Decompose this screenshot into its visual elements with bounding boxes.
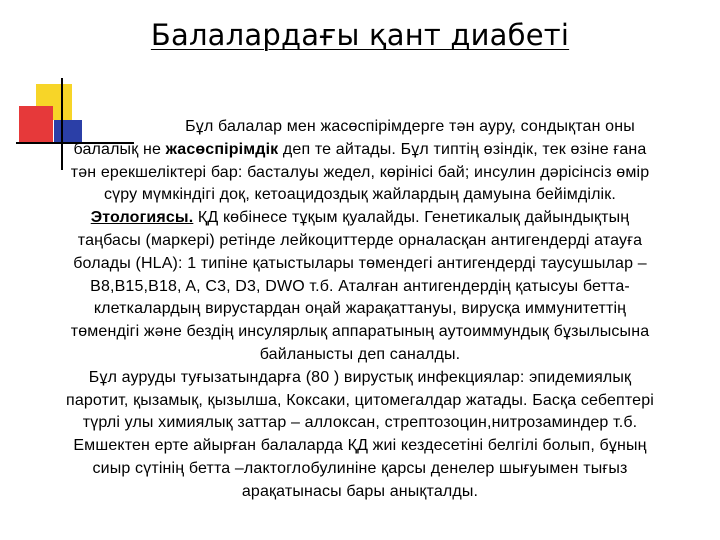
body-line: Емшектен ерте айырған балаларда ҚД жиі кездесетіні белгілі болып, бұның [73, 437, 647, 455]
body-line: байланысты деп саналды. [259, 345, 461, 363]
body-line [28, 207, 692, 230]
body-line: тән ерекшеліктері бар: басталуы жедел, көрінісі бай; инсулин дәрісінсіз өмір [70, 163, 650, 181]
slide-body [28, 116, 692, 504]
body-line: болады (HLA): 1 типіне қатыстылары төмендегі антигендерді таусушылар – [73, 254, 647, 272]
slide-title: Балалардағы қант диабеті [150, 18, 570, 52]
body-text: ҚД көбінесе тұқым қуалайды. Генетикалық дайындықтың [193, 209, 630, 227]
body-line: төмендігі және бездің инсулярлық аппаратының аутоиммундық бұзылысына [70, 323, 650, 341]
body-text: балалық не [73, 140, 166, 158]
body-line: Бұл ауруды туғызатындарға (80 ) вирустық инфекциялар: эпидемиялық [88, 368, 632, 386]
body-line: түрлі улы химиялық заттар – аллоксан, стрептозоцин,нитрозаминдер т.б. [82, 414, 638, 432]
body-line: таңбасы (маркері) ретінде лейкоциттерде орналасқан антигендерді атауға [77, 231, 643, 249]
body-line: клеткалардың вирустардан оңай жарақаттануы, вирусқа иммунитеттің [93, 300, 627, 318]
body-line: сүру мүмкіндігі доқ, кетоацидоздық жайлардың дамуына бейімділік. [103, 186, 617, 204]
body-line: арақатынасы бары анықталды. [241, 482, 479, 500]
body-text: деп те айтады. Бұл типтің өзіндік, тек өзіне ғана [278, 140, 647, 158]
body-bold-term: жасөспірімдік [165, 140, 279, 158]
body-line: B8,B15,B18, A, C3, D3, DWO т.б. Аталған антигендердің қатысуы бетта- [90, 277, 630, 295]
body-line: Бұл балалар мен жасөспірімдерге тән ауру, сондықтан оны [185, 118, 635, 135]
body-line: паротит, қызамық, қызылша, Коксаки, цитомегалдар жатады. Басқа себептері [66, 391, 654, 409]
body-line [28, 139, 692, 162]
etiology-heading: Этологиясы. [90, 209, 194, 227]
body-line: сиыр сүтінің бетта –лактоглобулиніне қарсы денелер шығуымен тығыз [92, 459, 628, 477]
